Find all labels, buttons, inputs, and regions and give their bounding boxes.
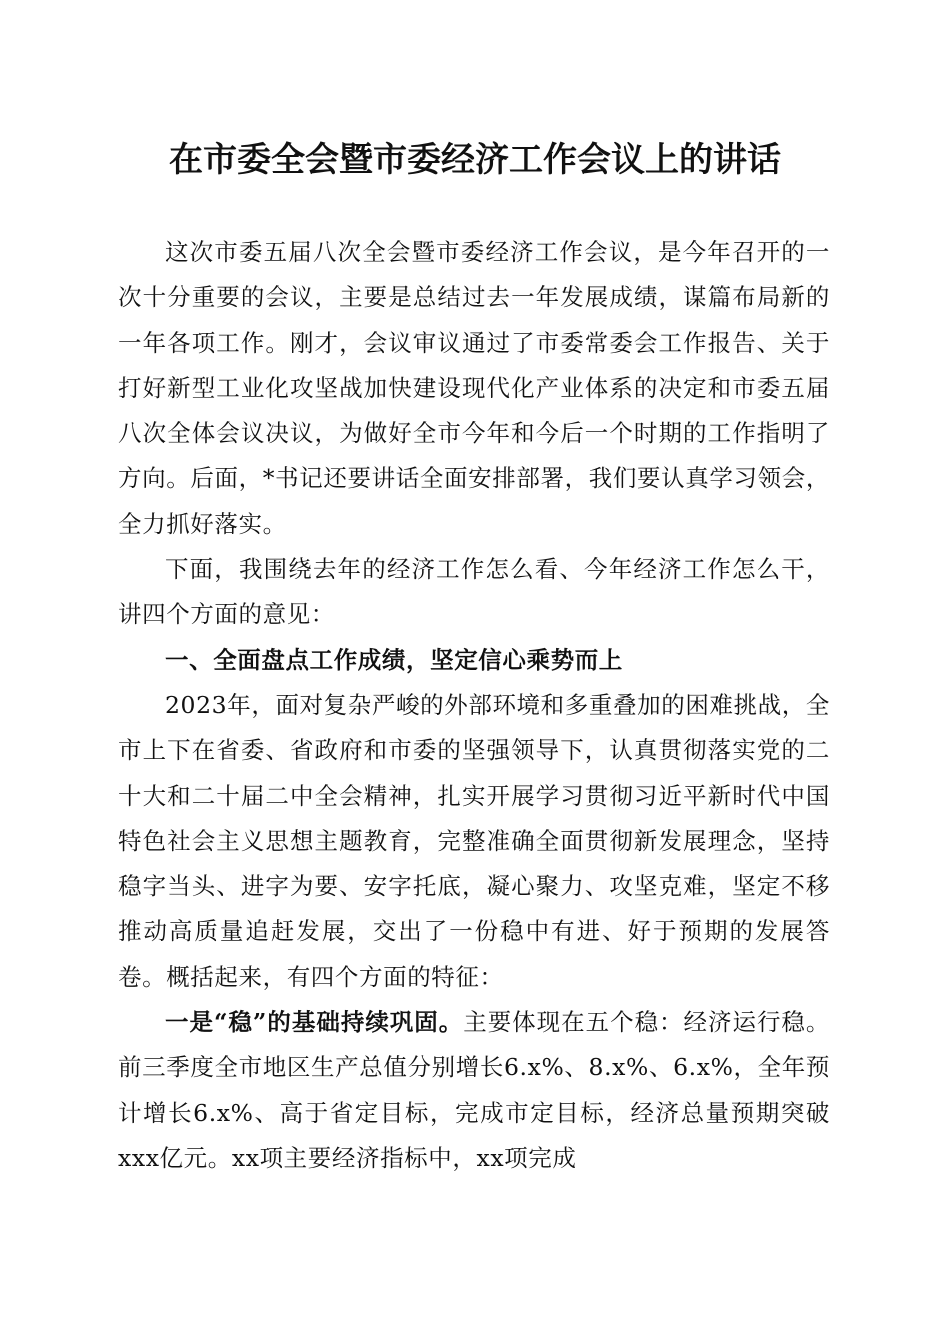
point-1-lead: 一是“稳”的基础持续巩固。 bbox=[165, 1008, 464, 1037]
point-1-paragraph bbox=[118, 1000, 830, 1181]
document-body bbox=[118, 230, 830, 1181]
outline-paragraph: 下面，我围绕去年的经济工作怎么看、今年经济工作怎么干，讲四个方面的意见： bbox=[118, 555, 830, 629]
intro-paragraph: 这次市委五届八次全会暨市委经济工作会议，是今年召开的一次十分重要的会议，主要是总结过去一年发展成绩，谋篇布局新的一年各项工作。刚才，会议审议通过了市委常委会工作报告、关于打好新型工业化攻坚战加快建设现代化产业体系的决定和市委五届八次全体会议决议，为做好全市今年和今后一个时期的工作指明了方向。后面，*书记还要讲话全面安排部署，我们要认真学习领会，全力抓好落实。 bbox=[118, 238, 830, 538]
section-heading-1: 一、全面盘点工作成绩，坚定信心乘势而上 bbox=[165, 645, 623, 674]
document-title: 在市委全会暨市委经济工作会议上的讲话 bbox=[169, 140, 781, 180]
section-1-paragraph: 2023年，面对复杂严峻的外部环境和多重叠加的困难挑战，全市上下在省委、省政府和市委的坚强领导下，认真贯彻落实党的二十大和二十届二中全会精神，扎实开展学习贯彻习近平新时代中国特色社会主义思想主题教育，完整准确全面贯彻新发展理念，坚持稳字当头、进字为要、安字托底，凝心聚力、攻坚克难，坚定不移推动高质量追赶发展，交出了一份稳中有进、好于预期的发展答卷。概括起来，有四个方面的特征： bbox=[118, 690, 830, 991]
point-1-text: 主要体现在五个稳：经济运行稳。前三季度全市地区生产总值分别增长6.x%、8.x%、6.x%，全年预计增长6.x%、高于省定目标，完成市定目标，经济总量预期突破xxx亿元。xx项主要经济指标中，xx项完成 bbox=[118, 1008, 831, 1172]
